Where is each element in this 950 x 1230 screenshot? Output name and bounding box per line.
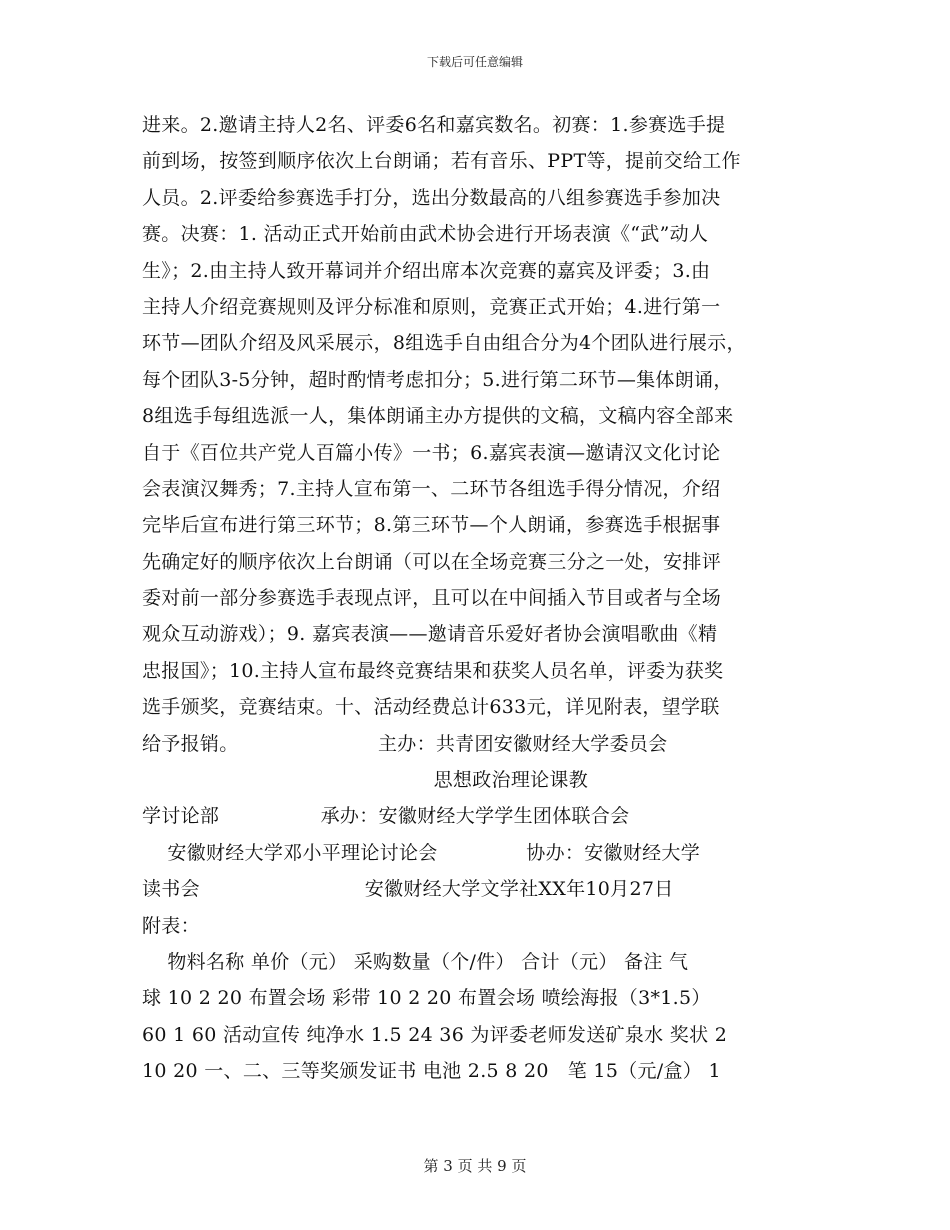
page-header: 下载后可任意编辑 [426,55,523,69]
page-footer: 第 3 页 共 9 页 [423,1157,527,1175]
body-line: 忠报国》；10.主持人宣布最终竞赛结果和获奖人员名单，评委为获奖 [142,659,724,682]
body-line: 前到场，按签到顺序依次上台朗诵；若有音乐、PPT等，提前交给工作 [142,150,741,173]
body-line: 安徽财经大学邓小平理论讨论会 协办：安徽财经大学 [142,841,701,864]
body-line: 生》；2.由主持人致开幕词并介绍出席本次竞赛的嘉宾及评委；3.由 [142,259,711,282]
body-line: 学讨论部 承办：安徽财经大学学生团体联合会 [142,805,630,828]
body-line: 完毕后宣布进行第三环节；8.第三环节—个人朗诵，参赛选手根据事 [142,514,721,537]
body-line: 主持人介绍竞赛规则及评分标准和原则，竞赛正式开始；4.进行第一 [142,295,721,318]
body-line: 观众互动游戏）；9. 嘉宾表演——邀请音乐爱好者协会演唱歌曲《精 [142,623,718,646]
body-line: 委对前一部分参赛选手表现点评，且可以在中间插入节目或者与全场 [142,587,722,610]
document-body [142,107,822,1090]
body-line: 赛。决赛：1. 活动正式开始前由武术协会进行开场表演《“武”动人 [142,223,709,246]
body-line: 自于《百位共产党人百篇小传》一书；6.嘉宾表演—邀请汉文化讨论 [142,441,721,464]
body-line: 60 1 60 活动宣传 纯净水 1.5 24 36 为评委老师发送矿泉水 奖状 2 [142,1023,728,1046]
body-line: 读书会 安徽财经大学文学社XX年10月27日 [142,878,674,901]
body-line: 8组选手每组选派一人，集体朗诵主办方提供的文稿，文稿内容全部来 [142,405,734,428]
body-line: 思想政治理论课教 [142,769,589,792]
body-line: 10 20 一、二、三等奖颁发证书 电池 2.5 8 20 笔 15（元/盒） 1 [142,1060,721,1083]
body-line: 进来。2.邀请主持人2名、评委6名和嘉宾数名。初赛：1.参赛选手提 [142,114,726,136]
body-line: 先确定好的顺序依次上台朗诵（可以在全场竞赛三分之一处，安排评 [142,550,722,573]
body-line: 环节—团队介绍及风采展示，8组选手自由组合分为4个团队进行展示， [142,332,746,355]
body-line: 球 10 2 20 布置会场 彩带 10 2 20 布置会场 喷绘海报（3*1.5） [142,987,711,1010]
body-line: 人员。2.评委给参赛选手打分，选出分数最高的八组参赛选手参加决 [142,186,721,209]
body-line: 每个团队3-5分钟，超时酌情考虑扣分；5.进行第二环节—集体朗诵， [142,368,733,391]
body-line: 给予报销。 主办：共青团安徽财经大学委员会 [142,732,668,755]
body-line: 物料名称 单价（元） 采购数量（个/件） 合计（元） 备注 气 [142,950,689,973]
body-line: 附表： [142,914,200,937]
body-line: 会表演汉舞秀；7.主持人宣布第一、二环节各组选手得分情况，介绍 [142,477,721,500]
body-line: 选手颁奖，竞赛结束。十、活动经费总计633元，详见附表，望学联 [142,696,720,719]
